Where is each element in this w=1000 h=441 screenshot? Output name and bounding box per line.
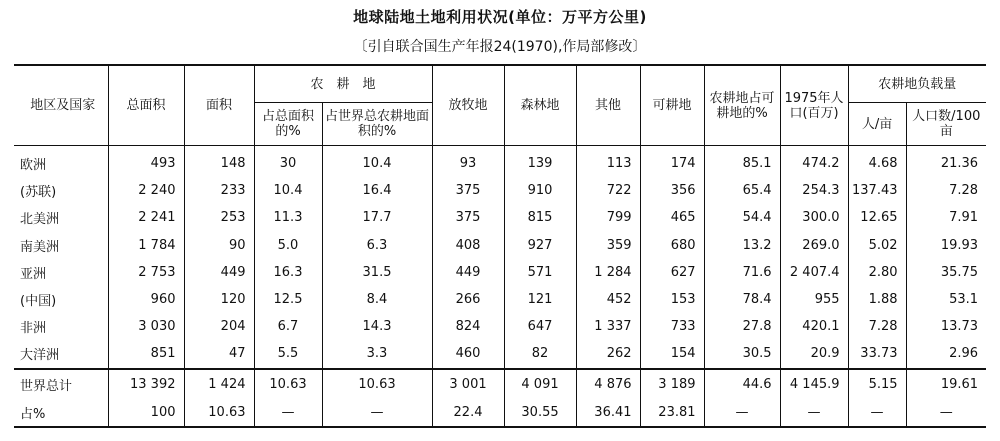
cell-population: 300.0 xyxy=(780,204,848,231)
cell-area: 204 xyxy=(184,313,254,340)
cell-total-area: 493 xyxy=(108,146,184,178)
cell-pct-total: 10.63 xyxy=(254,369,322,400)
cell-total-area: 2 240 xyxy=(108,177,184,204)
cell-forest: 82 xyxy=(504,340,576,368)
cell-total-area: 851 xyxy=(108,340,184,368)
cell-other: 4 876 xyxy=(576,369,640,400)
cell-pasture: 375 xyxy=(432,177,504,204)
header-pct-total: 占总面积的% xyxy=(254,103,322,146)
header-farmland-of-arable: 农耕地占可耕地的% xyxy=(704,65,780,146)
cell-region: 亚洲 xyxy=(20,266,47,282)
cell-arable: 3 189 xyxy=(640,369,704,400)
cell-pct-total: 5.0 xyxy=(254,232,322,259)
cell-pct-world: 17.7 xyxy=(322,204,432,231)
land-use-table xyxy=(14,64,986,428)
cell-pct-total: 6.7 xyxy=(254,313,322,340)
cell-people-per-100mu: 19.61 xyxy=(906,369,986,400)
cell-pct-world: 8.4 xyxy=(322,286,432,313)
cell-people-per-100mu: 21.36 xyxy=(906,146,986,178)
cell-people-per-mu: 1.88 xyxy=(848,286,906,313)
cell-area: 1 424 xyxy=(184,369,254,400)
table-row xyxy=(14,313,986,340)
cell-other: 1 284 xyxy=(576,259,640,286)
cell-people-per-100mu: 35.75 xyxy=(906,259,986,286)
cell-other: 722 xyxy=(576,177,640,204)
cell-pasture: 93 xyxy=(432,146,504,178)
cell-forest: 4 091 xyxy=(504,369,576,400)
cell-pct-world: 10.63 xyxy=(322,369,432,400)
cell-area: 10.63 xyxy=(184,400,254,427)
cell-arable: 680 xyxy=(640,232,704,259)
header-pct-world: 占世界总农耕地面积的% xyxy=(322,103,432,146)
header-farmland-group: 农 耕 地 xyxy=(254,65,432,103)
cell-pct-world: 3.3 xyxy=(322,340,432,368)
cell-population: 955 xyxy=(780,286,848,313)
cell-area: 253 xyxy=(184,204,254,231)
cell-arable: 627 xyxy=(640,259,704,286)
cell-other: 452 xyxy=(576,286,640,313)
cell-people-per-mu: 2.80 xyxy=(848,259,906,286)
header-people-per-100mu: 人口数/100亩 xyxy=(906,103,986,146)
cell-pct-total: 16.3 xyxy=(254,259,322,286)
cell-pasture: 266 xyxy=(432,286,504,313)
cell-population: 254.3 xyxy=(780,177,848,204)
cell-arable: 23.81 xyxy=(640,400,704,427)
cell-area: 120 xyxy=(184,286,254,313)
cell-people-per-100mu: 7.91 xyxy=(906,204,986,231)
cell-farmland-of-arable: 85.1 xyxy=(704,146,780,178)
cell-people-per-mu: — xyxy=(848,400,906,427)
cell-pct-total: — xyxy=(254,400,322,427)
cell-pasture: 449 xyxy=(432,259,504,286)
header-people-per-mu: 人/亩 xyxy=(848,103,906,146)
cell-farmland-of-arable: 27.8 xyxy=(704,313,780,340)
cell-area: 90 xyxy=(184,232,254,259)
header-forest: 森林地 xyxy=(504,65,576,146)
cell-region: 欧洲 xyxy=(20,158,47,174)
cell-pct-total: 12.5 xyxy=(254,286,322,313)
cell-other: 262 xyxy=(576,340,640,368)
cell-farmland-of-arable: 71.6 xyxy=(704,259,780,286)
cell-people-per-100mu: 13.73 xyxy=(906,313,986,340)
cell-other: 799 xyxy=(576,204,640,231)
cell-other: 36.41 xyxy=(576,400,640,427)
cell-forest: 910 xyxy=(504,177,576,204)
table-row xyxy=(14,286,986,313)
cell-people-per-100mu: 19.93 xyxy=(906,232,986,259)
cell-farmland-of-arable: 13.2 xyxy=(704,232,780,259)
cell-population: — xyxy=(780,400,848,427)
cell-arable: 356 xyxy=(640,177,704,204)
table-row xyxy=(14,177,986,204)
cell-pasture: 3 001 xyxy=(432,369,504,400)
cell-pct-world: — xyxy=(322,400,432,427)
cell-people-per-mu: 137.43 xyxy=(848,177,906,204)
cell-region: 北美洲 xyxy=(20,212,60,228)
cell-farmland-of-arable: 65.4 xyxy=(704,177,780,204)
cell-farmland-of-arable: 30.5 xyxy=(704,340,780,368)
cell-pasture: 460 xyxy=(432,340,504,368)
cell-region: (苏联) xyxy=(20,185,57,201)
cell-other: 1 337 xyxy=(576,313,640,340)
cell-population: 2 407.4 xyxy=(780,259,848,286)
cell-population: 4 145.9 xyxy=(780,369,848,400)
cell-farmland-of-arable: — xyxy=(704,400,780,427)
cell-total-area: 13 392 xyxy=(108,369,184,400)
cell-other: 113 xyxy=(576,146,640,178)
cell-farmland-of-arable: 78.4 xyxy=(704,286,780,313)
cell-pct-world: 14.3 xyxy=(322,313,432,340)
cell-forest: 30.55 xyxy=(504,400,576,427)
cell-people-per-mu: 4.68 xyxy=(848,146,906,178)
cell-arable: 174 xyxy=(640,146,704,178)
header-pasture: 放牧地 xyxy=(432,65,504,146)
cell-region: 大洋洲 xyxy=(20,348,60,364)
cell-people-per-100mu: 53.1 xyxy=(906,286,986,313)
header-total-area: 总面积 xyxy=(108,65,184,146)
cell-people-per-mu: 5.02 xyxy=(848,232,906,259)
cell-population: 269.0 xyxy=(780,232,848,259)
cell-pct-world: 16.4 xyxy=(322,177,432,204)
table-row xyxy=(14,232,986,259)
cell-pct-total: 30 xyxy=(254,146,322,178)
cell-arable: 733 xyxy=(640,313,704,340)
cell-forest: 815 xyxy=(504,204,576,231)
cell-people-per-mu: 33.73 xyxy=(848,340,906,368)
cell-total-area: 100 xyxy=(108,400,184,427)
header-population-1975: 1975年人口(百万) xyxy=(780,65,848,146)
cell-people-per-mu: 12.65 xyxy=(848,204,906,231)
cell-pasture: 408 xyxy=(432,232,504,259)
cell-pct-world: 31.5 xyxy=(322,259,432,286)
cell-region: 非洲 xyxy=(20,321,47,337)
cell-arable: 465 xyxy=(640,204,704,231)
cell-people-per-100mu: 7.28 xyxy=(906,177,986,204)
cell-pct-total: 10.4 xyxy=(254,177,322,204)
cell-total-area: 2 753 xyxy=(108,259,184,286)
cell-total-area: 1 784 xyxy=(108,232,184,259)
header-area: 面积 xyxy=(184,65,254,146)
cell-forest: 121 xyxy=(504,286,576,313)
table-row xyxy=(14,259,986,286)
cell-farmland-of-arable: 54.4 xyxy=(704,204,780,231)
cell-total-area: 2 241 xyxy=(108,204,184,231)
table-row xyxy=(14,340,986,368)
cell-people-per-mu: 7.28 xyxy=(848,313,906,340)
cell-region: 占% xyxy=(14,400,108,427)
total-row xyxy=(14,369,986,400)
cell-forest: 571 xyxy=(504,259,576,286)
cell-total-area: 3 030 xyxy=(108,313,184,340)
cell-other: 359 xyxy=(576,232,640,259)
header-load-group: 农耕地负载量 xyxy=(848,65,986,103)
cell-people-per-100mu: 2.96 xyxy=(906,340,986,368)
cell-pct-total: 11.3 xyxy=(254,204,322,231)
cell-arable: 153 xyxy=(640,286,704,313)
cell-population: 420.1 xyxy=(780,313,848,340)
cell-forest: 139 xyxy=(504,146,576,178)
cell-region: (中国) xyxy=(20,294,57,310)
cell-population: 474.2 xyxy=(780,146,848,178)
header-other: 其他 xyxy=(576,65,640,146)
header-arable: 可耕地 xyxy=(640,65,704,146)
cell-forest: 927 xyxy=(504,232,576,259)
cell-pasture: 824 xyxy=(432,313,504,340)
cell-pasture: 375 xyxy=(432,204,504,231)
cell-farmland-of-arable: 44.6 xyxy=(704,369,780,400)
cell-area: 449 xyxy=(184,259,254,286)
cell-people-per-mu: 5.15 xyxy=(848,369,906,400)
cell-pct-world: 10.4 xyxy=(322,146,432,178)
table-title: 地球陆地土地利用状况(单位：万平方公里) xyxy=(353,8,647,26)
cell-pct-total: 5.5 xyxy=(254,340,322,368)
header-region: 地区及国家 xyxy=(14,65,108,146)
cell-total-area: 960 xyxy=(108,286,184,313)
percent-row xyxy=(14,400,986,427)
cell-area: 233 xyxy=(184,177,254,204)
cell-people-per-100mu: — xyxy=(906,400,986,427)
cell-area: 47 xyxy=(184,340,254,368)
table-row xyxy=(14,146,986,178)
cell-region: 世界总计 xyxy=(14,369,108,400)
cell-population: 20.9 xyxy=(780,340,848,368)
cell-region: 南美洲 xyxy=(20,239,60,255)
table-source-note: 〔引自联合国生产年报24(1970),作局部修改〕 xyxy=(353,39,647,55)
cell-arable: 154 xyxy=(640,340,704,368)
cell-pasture: 22.4 xyxy=(432,400,504,427)
table-row xyxy=(14,204,986,231)
cell-forest: 647 xyxy=(504,313,576,340)
cell-pct-world: 6.3 xyxy=(322,232,432,259)
cell-area: 148 xyxy=(184,146,254,178)
